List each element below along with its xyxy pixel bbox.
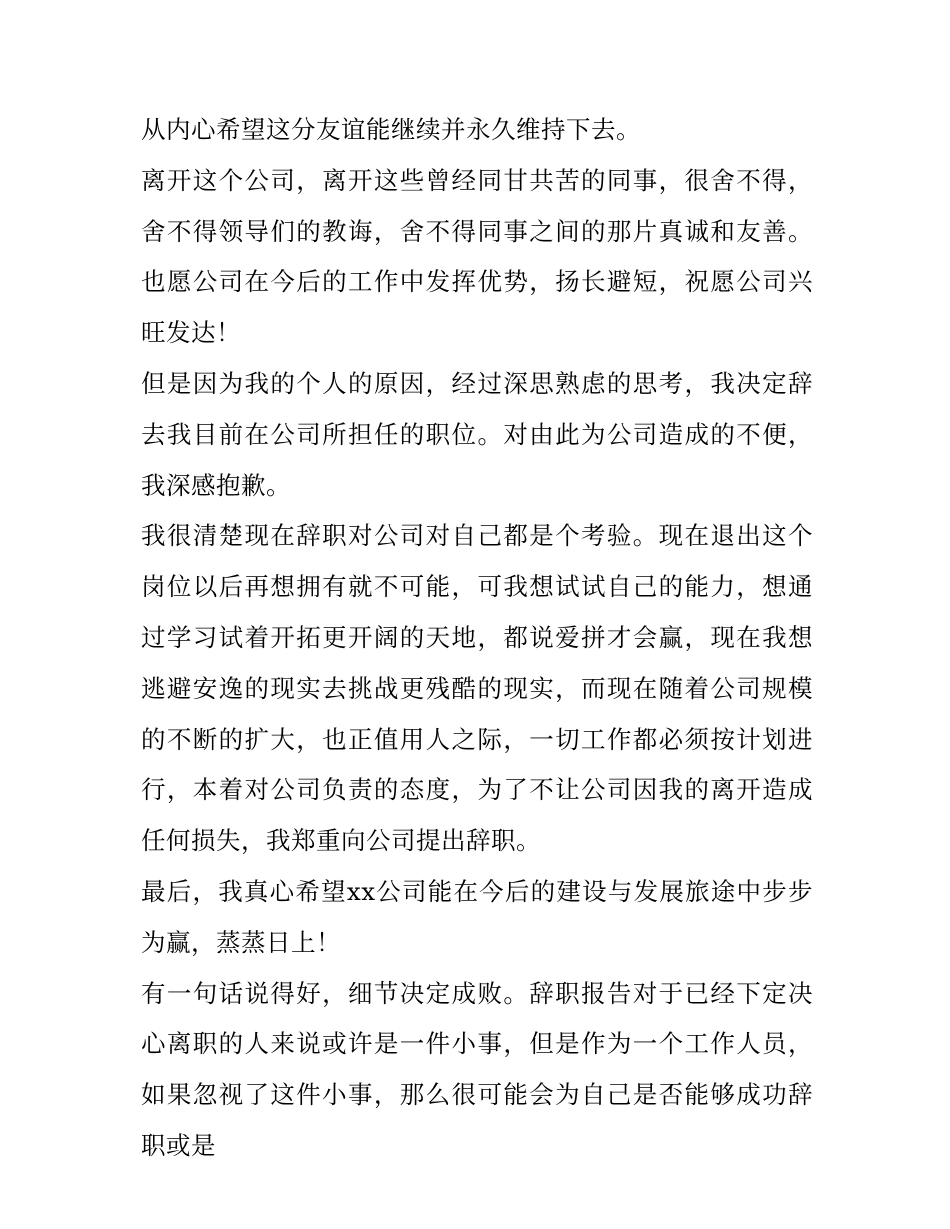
paragraph-1: 从内心希望这分友谊能继续并永久维持下去。 — [141, 115, 641, 144]
paragraph-4: 我很清楚现在辞职对公司对自己都是个考验。现在退出这个岗位以后再想拥有就不可能，可我想试试自己的能力，想通过学习试着开拓更开阔的天地，都说爱拼才会赢，现在我想逃避安逸的现实去挑战更残酷的现实，而现在随着公司规模的不断的扩大，也正值用人之际，一切工作都必须按计划进行，本着对公司负责的态度，为了不让公司因我的离开造成任何损失，我郑重向公司提出辞职。 — [141, 521, 813, 856]
document-body — [141, 105, 813, 1172]
paragraph-6: 有一句话说得好，细节决定成败。辞职报告对于已经下定决心离职的人来说或许是一件小事，但是作为一个工作人员，如果忽视了这件小事，那么很可能会为自己是否能够成功辞职或是 — [141, 978, 813, 1160]
paragraph-3: 但是因为我的个人的原因，经过深思熟虑的思考，我决定辞去我目前在公司所担任的职位。对由此为公司造成的不便，我深感抱歉。 — [141, 368, 813, 500]
paragraph-2: 离开这个公司，离开这些曾经同甘共苦的同事，很舍不得，舍不得领导们的教诲，舍不得同事之间的那片真诚和友善。也愿公司在今后的工作中发挥优势，扬长避短，祝愿公司兴旺发达！ — [141, 165, 813, 348]
paragraph-5: 最后，我真心希望xx公司能在今后的建设与发展旅途中步步为赢，蒸蒸日上！ — [141, 876, 813, 957]
